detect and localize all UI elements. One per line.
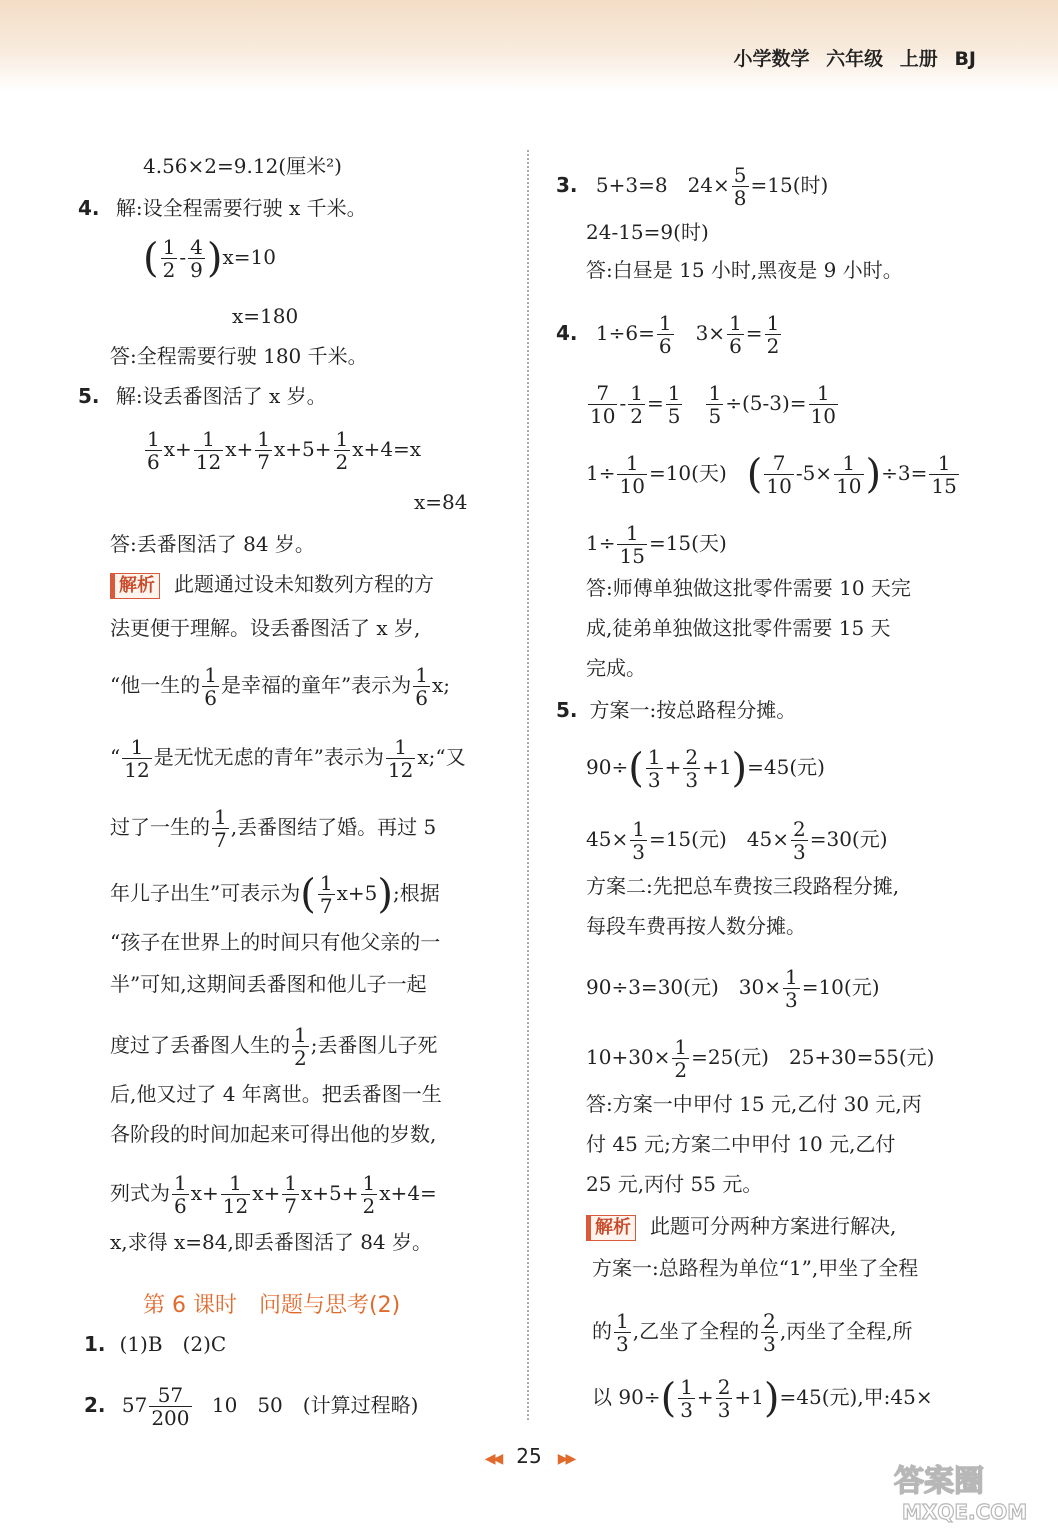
r-question-4-row2: $\frac{7}{10}$ - $\frac{1}{2}$ = $\frac{1}{5}$ $\frac{1}{5}$ ÷(5-3)= $\frac{1}{10}$: [590, 381, 836, 428]
r-question-5-row4: 10+30× $\frac{1}{2}$ =25(元) 25+30=55(元): [586, 1035, 935, 1082]
question-5-equation: $\frac{1}{6}$ x+ $\frac{1}{12}$ x+ $\frac{1}{7}$ x+5+ $\frac{1}{2}$ x+4=x: [147, 427, 422, 474]
question-4-answer: 答:全程需要行驶 180 千米。: [110, 344, 368, 368]
analysis-left-13: x,求得 x=84,即丢番图活了 84 岁。: [110, 1230, 433, 1254]
question-5-answer: 答:丢番图活了 84 岁。: [110, 532, 315, 556]
r-question-3-eq2: 24-15=9(时): [586, 220, 709, 244]
r-question-4-answer-3: 完成。: [586, 656, 646, 680]
analysis-left-6: 年儿子出生”可表示为( $\frac{1}{7}$ x+5);根据: [110, 871, 440, 918]
analysis-left-9: 度过了丢番图人生的 $\frac{1}{2}$ ;丢番图儿子死: [110, 1023, 438, 1070]
analysis-left-1: 解析 此题通过设未知数列方程的方: [110, 572, 434, 599]
header-grade: 六年级: [826, 48, 884, 70]
analysis-right-4: 以 90÷( $\frac{1}{3}$ + $\frac{2}{3}$ +1)=45(元),甲:45×: [592, 1375, 933, 1422]
next-arrow-icon: ▶▶: [557, 1451, 574, 1467]
r-question-4-row4: 1÷ $\frac{1}{15}$ =15(天): [586, 521, 727, 568]
r-question-5-answer-3: 25 元,丙付 55 元。: [586, 1172, 763, 1196]
question-4-solution: x=180: [232, 304, 299, 328]
svg-text:答案圈: 答案圈: [894, 1464, 984, 1499]
analysis-left-11: 各阶段的时间加起来可得出他的岁数,: [110, 1122, 437, 1146]
analysis-left-4: “ $\frac{1}{12}$ 是无忧无虑的青年”表示为 $\frac{1}{12}$ x;“又: [110, 735, 466, 782]
analysis-left-2: 法更便于理解。设丢番图活了 x 岁,: [110, 616, 421, 640]
header-subject: 小学数学: [733, 48, 810, 70]
analysis-left-5: 过了一生的 $\frac{1}{7}$ ,丢番图结了婚。再过 5: [110, 805, 437, 852]
watermark-logo: [890, 1455, 1050, 1525]
analysis-right-1: 解析 此题可分两种方案进行解决,: [586, 1214, 896, 1241]
r-question-3-eq: 3. 5+3=8 24× $\frac{5}{8}$ =15(时): [556, 163, 829, 210]
question-4-equation: ( $\frac{1}{2}$ - $\frac{4}{9}$ )x=10: [143, 235, 276, 282]
question-5-setup: 5. 解:设丢番图活了 x 岁。: [78, 384, 327, 408]
page-number: 25: [516, 1444, 542, 1468]
analysis-tag: 解析: [110, 573, 160, 599]
r-question-5-row1: 90÷( $\frac{1}{3}$ + $\frac{2}{3}$ +1)=45(元): [586, 745, 825, 792]
analysis-right-2: 方案一:总路程为单位“1”,甲坐了全程: [592, 1256, 919, 1280]
header-edition: BJ: [954, 48, 976, 70]
section-question-1: 1. (1)B (2)C: [84, 1332, 227, 1356]
lesson-title: 第 6 课时 问题与思考(2): [143, 1293, 401, 1318]
r-question-5-answer-2: 付 45 元;方案二中甲付 10 元,乙付: [586, 1132, 896, 1156]
question-5-solution: x=84: [414, 490, 468, 514]
r-question-5-row3: 90÷3=30(元) 30× $\frac{1}{3}$ =10(元): [586, 965, 880, 1012]
section-question-2: 2. 57 $\frac{57}{200}$ 10 50 (计算过程略): [84, 1383, 419, 1430]
analysis-left-7: “孩子在世界上的时间只有他父亲的一: [110, 930, 441, 954]
r-question-5-plan2-a: 方案二:先把总车费按三段路程分摊,: [586, 874, 900, 898]
analysis-right-3: 的 $\frac{1}{3}$ ,乙坐了全程的 $\frac{2}{3}$ ,丙坐了全程,所: [592, 1309, 913, 1356]
analysis-left-12: 列式为 $\frac{1}{6}$ x+ $\frac{1}{12}$ x+ $\frac{1}{7}$ x+5+ $\frac{1}{2}$ x+4=: [110, 1171, 437, 1218]
prev-arrow-icon: ◀◀: [484, 1451, 501, 1467]
r-question-4-row3: 1÷ $\frac{1}{10}$ =10(天) ( $\frac{7}{10}$ -5× $\frac{1}{10}$ )÷3= $\frac{1}{15}$: [586, 451, 957, 498]
page-header: [734, 44, 976, 71]
r-question-5-plan1: 5. 方案一:按总路程分摊。: [556, 698, 797, 722]
r-question-4-answer-1: 答:师傅单独做这批零件需要 10 天完: [586, 576, 911, 600]
r-question-5-plan2-b: 每段车费再按人数分摊。: [586, 914, 806, 938]
svg-text:MXQE.COM: MXQE.COM: [902, 1500, 1028, 1524]
question-4-setup: 4. 解:设全程需要行驶 x 千米。: [78, 196, 367, 220]
analysis-left-3: “他一生的 $\frac{1}{6}$ 是幸福的童年”表示为 $\frac{1}{6}$ x;: [110, 663, 450, 710]
r-question-5-answer-1: 答:方案一中甲付 15 元,乙付 30 元,丙: [586, 1092, 922, 1116]
header-volume: 上册: [899, 48, 938, 70]
r-question-5-row2: 45× $\frac{1}{3}$ =15(元) 45× $\frac{2}{3}$ =30(元): [586, 817, 888, 864]
r-question-4-answer-2: 成,徒弟单独做这批零件需要 15 天: [586, 616, 891, 640]
analysis-left-10: 后,他又过了 4 年离世。把丢番图一生: [110, 1082, 442, 1106]
r-question-4-row1: 4. 1÷6= $\frac{1}{6}$ 3× $\frac{1}{6}$ = $\frac{1}{2}$: [556, 311, 780, 358]
analysis-left-8: 半”可知,这期间丢番图和他儿子一起: [110, 972, 427, 996]
column-divider: [527, 150, 529, 1420]
analysis-tag-right: 解析: [586, 1215, 636, 1241]
r-question-3-answer: 答:白昼是 15 小时,黑夜是 9 小时。: [586, 258, 903, 282]
line-area: 4.56×2=9.12(厘米²): [143, 154, 342, 178]
